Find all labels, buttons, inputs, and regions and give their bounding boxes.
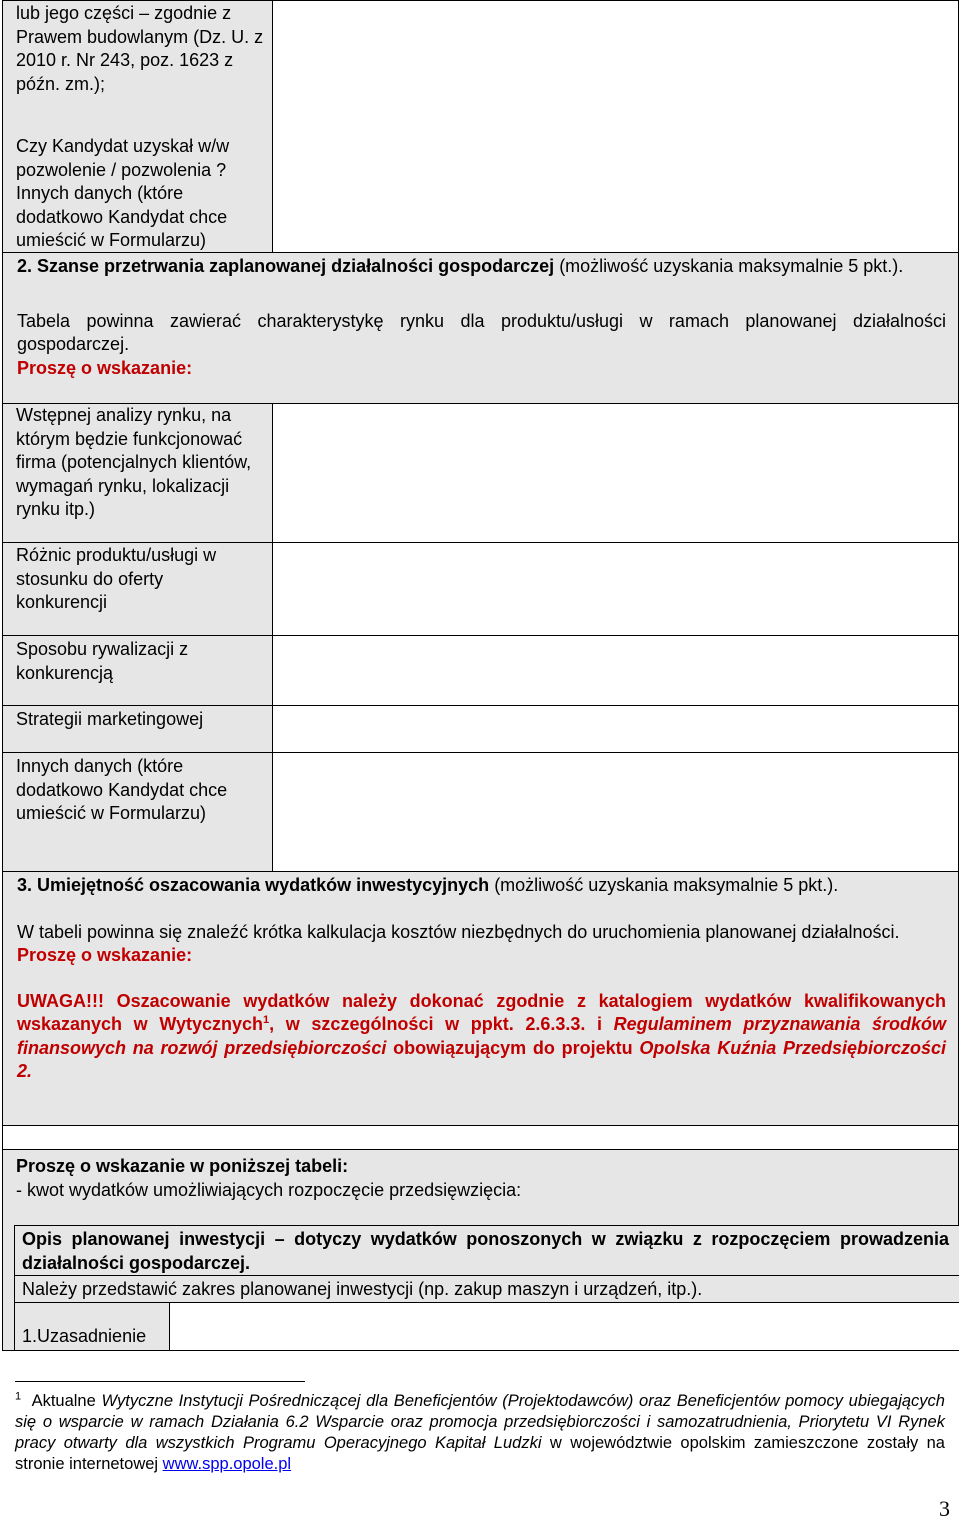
- table-bottom-border: [2, 1350, 959, 1351]
- section-2-intro: Tabela powinna zawierać charakterystykę rynku dla produktu/usługi w ramach planowanej działalności gospodarczej.: [17, 310, 946, 354]
- section-3-header: [2, 871, 959, 1126]
- inner-table-row-label-cell: 1.Uzasadnienie: [15, 1303, 170, 1350]
- sec2-answer-cell-4[interactable]: [272, 706, 959, 753]
- sec2-answer-cell-2[interactable]: [272, 543, 959, 636]
- top-table-label-3: Innych danych (które dodatkowo Kandydat chce umieścić w Formularzu): [16, 183, 228, 250]
- page-number: 3: [939, 1496, 950, 1521]
- sec2-row-label-1: Wstępnej analizy rynku, na którym będzie funkcjonować firma (potencjalnych klientów, wymagań rynku, lokalizacji rynku itp.): [16, 405, 252, 519]
- sec2-answer-cell-5[interactable]: [272, 753, 959, 871]
- top-table-label-2: Czy Kandydat uzyskał w/w pozwolenie / pozwolenia ?: [16, 136, 230, 180]
- footnote: $^1$ Aktualne Wytyczne Instytucji Pośredniczącej dla Beneficjentów (Projektodawców) oraz Beneficjentów pomocy ubiegających się o wsparcie w ramach Działania 6.2 Wsparcie oraz promocja przedsiębiorczości i samozatrudnienia, Priorytetu VI Rynek pracy otwarty dla wszystkich Programu Operacyjnego Kapitał Ludzki w województwie opolskim zamieszczone zostały na stronie internetowej www.spp.opole.pl: [15, 1390, 945, 1473]
- inner-table-subtitle-cell: Należy przedstawić zakres planowanej inwestycji (np. zakup maszyn i urządzeń, itp.).: [15, 1276, 959, 1303]
- sec2-row-label-2: Różnic produktu/usługi w stosunku do oferty konkurencji: [16, 545, 217, 612]
- top-table-label-1: lub jego części – zgodnie z Prawem budowlanym (Dz. U. z 2010 r. Nr 243, poz. 1623 z późn. zm.);: [16, 3, 264, 94]
- section-3-prompt: Proszę o wskazanie:: [17, 945, 193, 965]
- section-2-prompt: Proszę o wskazanie:: [17, 357, 193, 378]
- sec2-answer-cell-1[interactable]: [272, 404, 959, 543]
- blank-row: [2, 1126, 959, 1150]
- sec2-row-label-4: Strategii marketingowej: [16, 709, 204, 729]
- section-3-warning: UWAGA!!! Oszacowanie wydatków należy dokonać zgodnie z katalogiem wydatków kwalifikowanych wskazanych w Wytycznych$^1$, w szczególności w ppkt. 2.6.3.3. i Regulaminem przyznawania środków finansowych na rozwój przedsiębiorczości obowiązującym do projektu Opolska Kuźnia Przedsiębiorczości 2.: [17, 990, 947, 1081]
- expenses-prompt: Proszę o wskazanie w poniższej tabeli: - kwot wydatków umożliwiających rozpoczęcie przedsięwzięcia:: [16, 1156, 522, 1200]
- section-3-heading: 3. Umiejętność oszacowania wydatków inwestycyjnych (możliwość uzyskania maksymalnie 5 pkt.).: [17, 875, 839, 895]
- inner-table-title-cell: Opis planowanej inwestycji – dotyczy wydatków ponoszonych w związku z rozpoczęciem prowadzenia działalności gospodarczej.: [15, 1226, 959, 1276]
- section-2-heading: 2. Szanse przetrwania zaplanowanej działalności gospodarczej (możliwość uzyskania maksymalnie 5 pkt.).: [17, 256, 904, 276]
- footnote-link[interactable]: www.spp.opole.pl: [162, 1455, 292, 1473]
- section-3-intro: W tabeli powinna się znaleźć krótka kalkulacja kosztów niezbędnych do uruchomienia planowanej działalności.: [17, 921, 900, 942]
- sec2-row-label-5: Innych danych (które dodatkowo Kandydat chce umieścić w Formularzu): [16, 756, 228, 823]
- inner-table-row-answer-cell[interactable]: [170, 1303, 959, 1350]
- section-2-header: [2, 253, 959, 404]
- sec2-row-label-3: Sposobu rywalizacji z konkurencją: [16, 639, 189, 683]
- footnote-marker: 1: [15, 1390, 22, 1403]
- footnote-separator: [15, 1381, 305, 1382]
- footnote-ref: 1: [263, 1014, 270, 1026]
- top-table-answer-cell[interactable]: [272, 0, 959, 253]
- sec2-answer-cell-3[interactable]: [272, 636, 959, 706]
